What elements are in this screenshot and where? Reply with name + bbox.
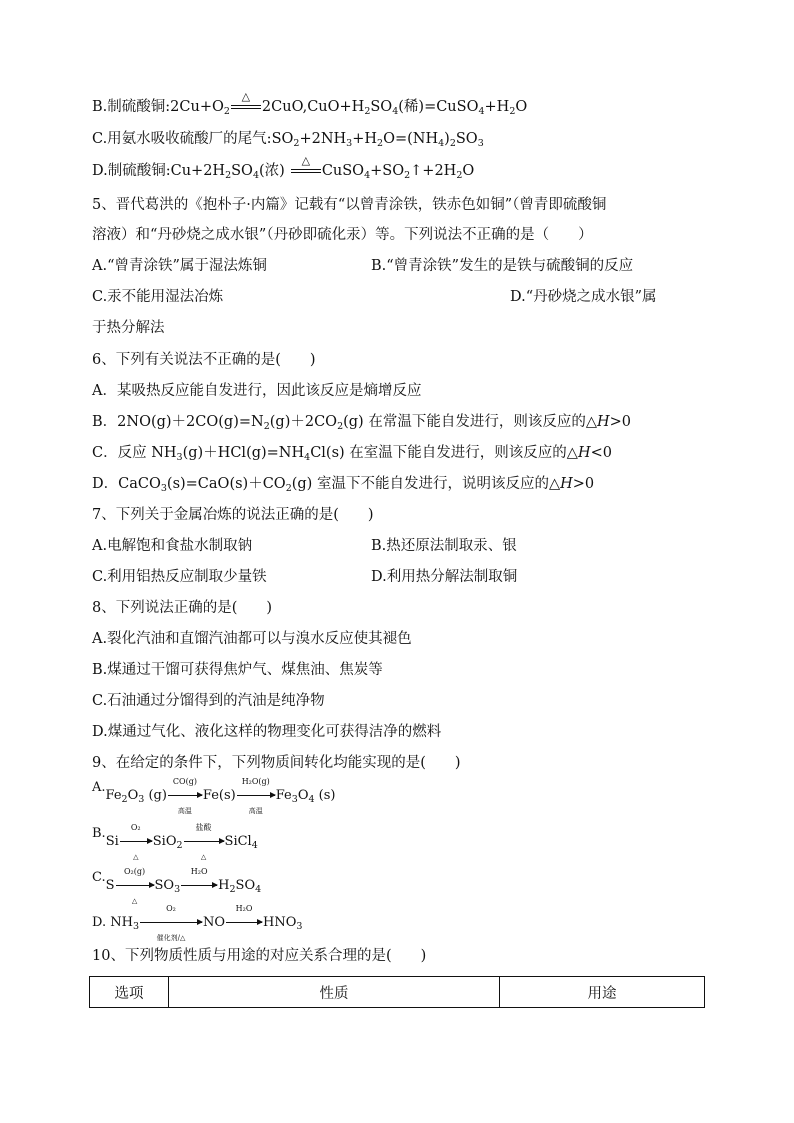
question-6-option-c: C．反应 $NH_3(g)+HCl(g)=NH_4Cl(s)$ 在室温下能自发进行，则该反应的△H<0 (92, 445, 612, 463)
reaction-arrow: 盐酸 △ (184, 832, 224, 852)
question-5-option-c: C.汞不能用湿法冶炼 (92, 289, 224, 305)
question-6-option-d: D．$CaCO_3(s)=CaO(s)+CO_2(g)$ 室温下不能自发进行，说明该反应的△H>0 (92, 476, 595, 494)
heat-equals-sign: △ (291, 167, 321, 175)
reaction-arrow: O₂(g) △ (116, 876, 154, 896)
question-8-stem: 8、下列说法正确的是( ) (92, 600, 273, 616)
reaction-arrow: O₂ 催化剂/△ (140, 913, 202, 933)
table-header-row (90, 977, 705, 1008)
question-5-option-b: B.“曾青涂铁”发生的是铁与硫酸铜的反应 (371, 258, 634, 274)
question-9-option-d: D. $NH_3$ O₂ 催化剂/△ NO H₂O $HNO_3$ (92, 904, 303, 942)
question-9-option-c: C.S O₂(g) △ $SO_3$ H₂O $H_2SO_4$ (92, 867, 262, 905)
question-7-stem: 7、下列关于金属冶炼的说法正确的是( ) (92, 507, 374, 523)
question-5-option-a: A.“曾青涂铁”属于湿法炼铜 (92, 258, 267, 274)
reaction-arrow: CO(g) 高温 (168, 786, 202, 806)
reaction-arrow: H₂O(g) 高温 (237, 786, 275, 806)
question-5-stem-cont: 溶液）和“丹砂烧之成水银”（丹砂即硫化汞）等。下列说法不正确的是（ ） (92, 227, 593, 243)
question-8-option-c: C.石油通过分馏得到的汽油是纯净物 (92, 693, 325, 709)
option-b-copper-sulfate: B.制硫酸铜$:2Cu+O_2$ △ $2CuO,CuO+H_2SO_4$(稀)$=CuSO_4+H_2O$ (92, 90, 528, 117)
heat-equals-sign: △ (231, 103, 261, 111)
option-d-copper-sulfate: D.制硫酸铜$:Cu+2H_2SO_4$(浓) △ $CuSO_4+SO_2↑+2H_2O$ (92, 154, 475, 181)
option-c-ammonia-absorb: C.用氨水吸收硫酸厂的尾气$:SO_2+2NH_3+H_2O=(NH_4)_2SO_3$ (92, 131, 484, 149)
question-9-option-b: B.Si O₂ △ SiO$_2$ 盐酸 △ SiCl$_4$ (92, 823, 258, 861)
question-6-option-b: B．$2NO(g)+2CO(g)=N_2(g)+2CO_2(g)$ 在常温下能自发进行，则该反应的△H>0 (92, 414, 631, 432)
question-9-option-a: $A.Fe_2O_3$ (g) CO(g) 高温 Fe(s) H₂O(g) 高温 $Fe_3O_4$ (s) (92, 777, 336, 815)
question-5-option-d-cont: 于热分解法 (92, 320, 165, 336)
reaction-arrow: H₂O (226, 913, 262, 933)
question-5-stem: 5、晋代葛洪的《抱朴子·内篇》记载有“以曾青涂铁，铁赤色如铜”（曾青即硫酸铜 (92, 197, 607, 213)
question-7-option-a: A.电解饱和食盐水制取钠 (92, 538, 253, 554)
question-7-option-b: B.热还原法制取汞、银 (371, 538, 517, 554)
question-6-option-a: A．某吸热反应能自发进行，因此该反应是熵增反应 (92, 383, 422, 399)
question-10-stem: 10、下列物质性质与用途的对应关系合理的是( ) (92, 948, 427, 964)
question-8-option-b: B.煤通过干馏可获得焦炉气、煤焦油、焦炭等 (92, 662, 383, 678)
question-7-option-c: C.利用铝热反应制取少量铁 (92, 569, 267, 585)
table-header-property: 性质 (169, 977, 500, 1008)
question-7-option-d: D.利用热分解法制取铜 (371, 569, 518, 585)
question-5-option-d: D.“丹砂烧之成水银”属 (510, 289, 657, 305)
reaction-arrow: H₂O (181, 876, 217, 896)
table-header-option: 选项 (90, 977, 169, 1008)
question-8-option-d: D.煤通过气化、液化这样的物理变化可获得洁净的燃料 (92, 724, 442, 740)
question-10-table (89, 976, 705, 1008)
question-9-stem: 9、在给定的条件下，下列物质间转化均能实现的是( ) (92, 755, 461, 771)
reaction-arrow: O₂ △ (120, 832, 152, 852)
question-6-stem: 6、下列有关说法不正确的是( ) (92, 352, 316, 368)
question-8-option-a: A.裂化汽油和直馏汽油都可以与溴水反应使其褪色 (92, 631, 412, 647)
table-header-use: 用途 (500, 977, 705, 1008)
